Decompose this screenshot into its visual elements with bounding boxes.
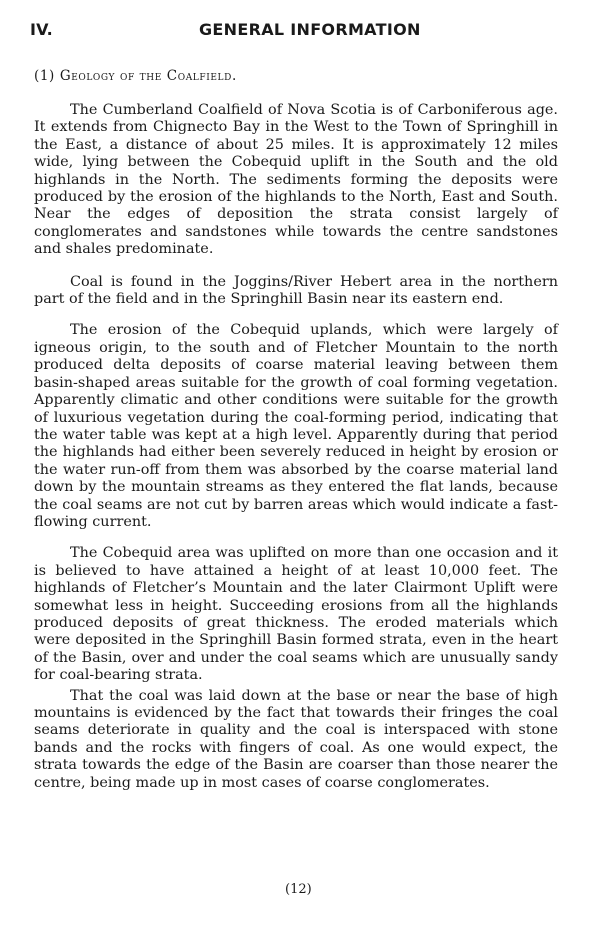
subsection-title: (1) Geology of the Coalfield. <box>34 68 237 84</box>
paragraph: That the coal was laid down at the base or near the base of high mountains is evidenced by the fact that towards their fringes the coal seams deteriorate in quality and the coal is interspaced with stone bands and the rocks with fingers of coal. As one would expect, the strata towards the edge of the Basin are coarser than those nearer the centre, being made up in most cases of coarse conglomerates. <box>34 687 558 791</box>
page-title: GENERAL INFORMATION <box>199 20 421 39</box>
paragraph: Coal is found in the Joggins/River Hebert area in the northern part of the field and in the Springhill Basin near its eastern end. <box>34 273 558 308</box>
page-number: (12) <box>285 882 312 897</box>
page-header <box>30 20 569 44</box>
paragraph: The Cumberland Coalfield of Nova Scotia is of Carboniferous age. It extends from Chignecto Bay in the West to the Town of Springhill in the East, a distance of about 25 miles. It is approximately 12 miles wide, lying between the Cobequid uplift in the South and the old highlands in the North. The sediments forming the deposits were produced by the erosion of the highlands to the North, East and South. Near the edges of deposition the strata consist largely of conglomerates and sandstones while towards the centre sandstones and shales predominate. <box>34 102 558 258</box>
paragraph: The Cobequid area was uplifted on more than one occasion and it is believed to have attained a height of at least 10,000 feet. The highlands of Fletcher’s Mountain and the later Clairmont Uplift were somewhat less in height. Succeeding erosions from all the highlands produced deposits of great thickness. The eroded materials which were deposited in the Springhill Basin formed strata, even in the heart of the Basin, over and under the coal seams which are unusually sandy for coal-bearing strata. <box>34 545 558 684</box>
paragraph: The erosion of the Cobequid uplands, which were largely of igneous origin, to the south and of Fletcher Mountain to the north produced delta deposits of coarse material leaving between them basin-shaped areas suitable for the growth of coal forming vegetation. Apparently climatic and other conditions were suitable for the growth of luxurious vegetation during the coal-forming period, indicating that the water table was kept at a high level. Apparently during that period the highlands had either been severely reduced in height by erosion or the water run-off from them was absorbed by the coarse material land down by the mountain streams as they entered the flat lands, because the coal seams are not cut by barren areas which would indicate a fast-flowing current. <box>34 322 558 530</box>
body-text <box>34 102 558 792</box>
section-number: IV. <box>30 20 53 39</box>
